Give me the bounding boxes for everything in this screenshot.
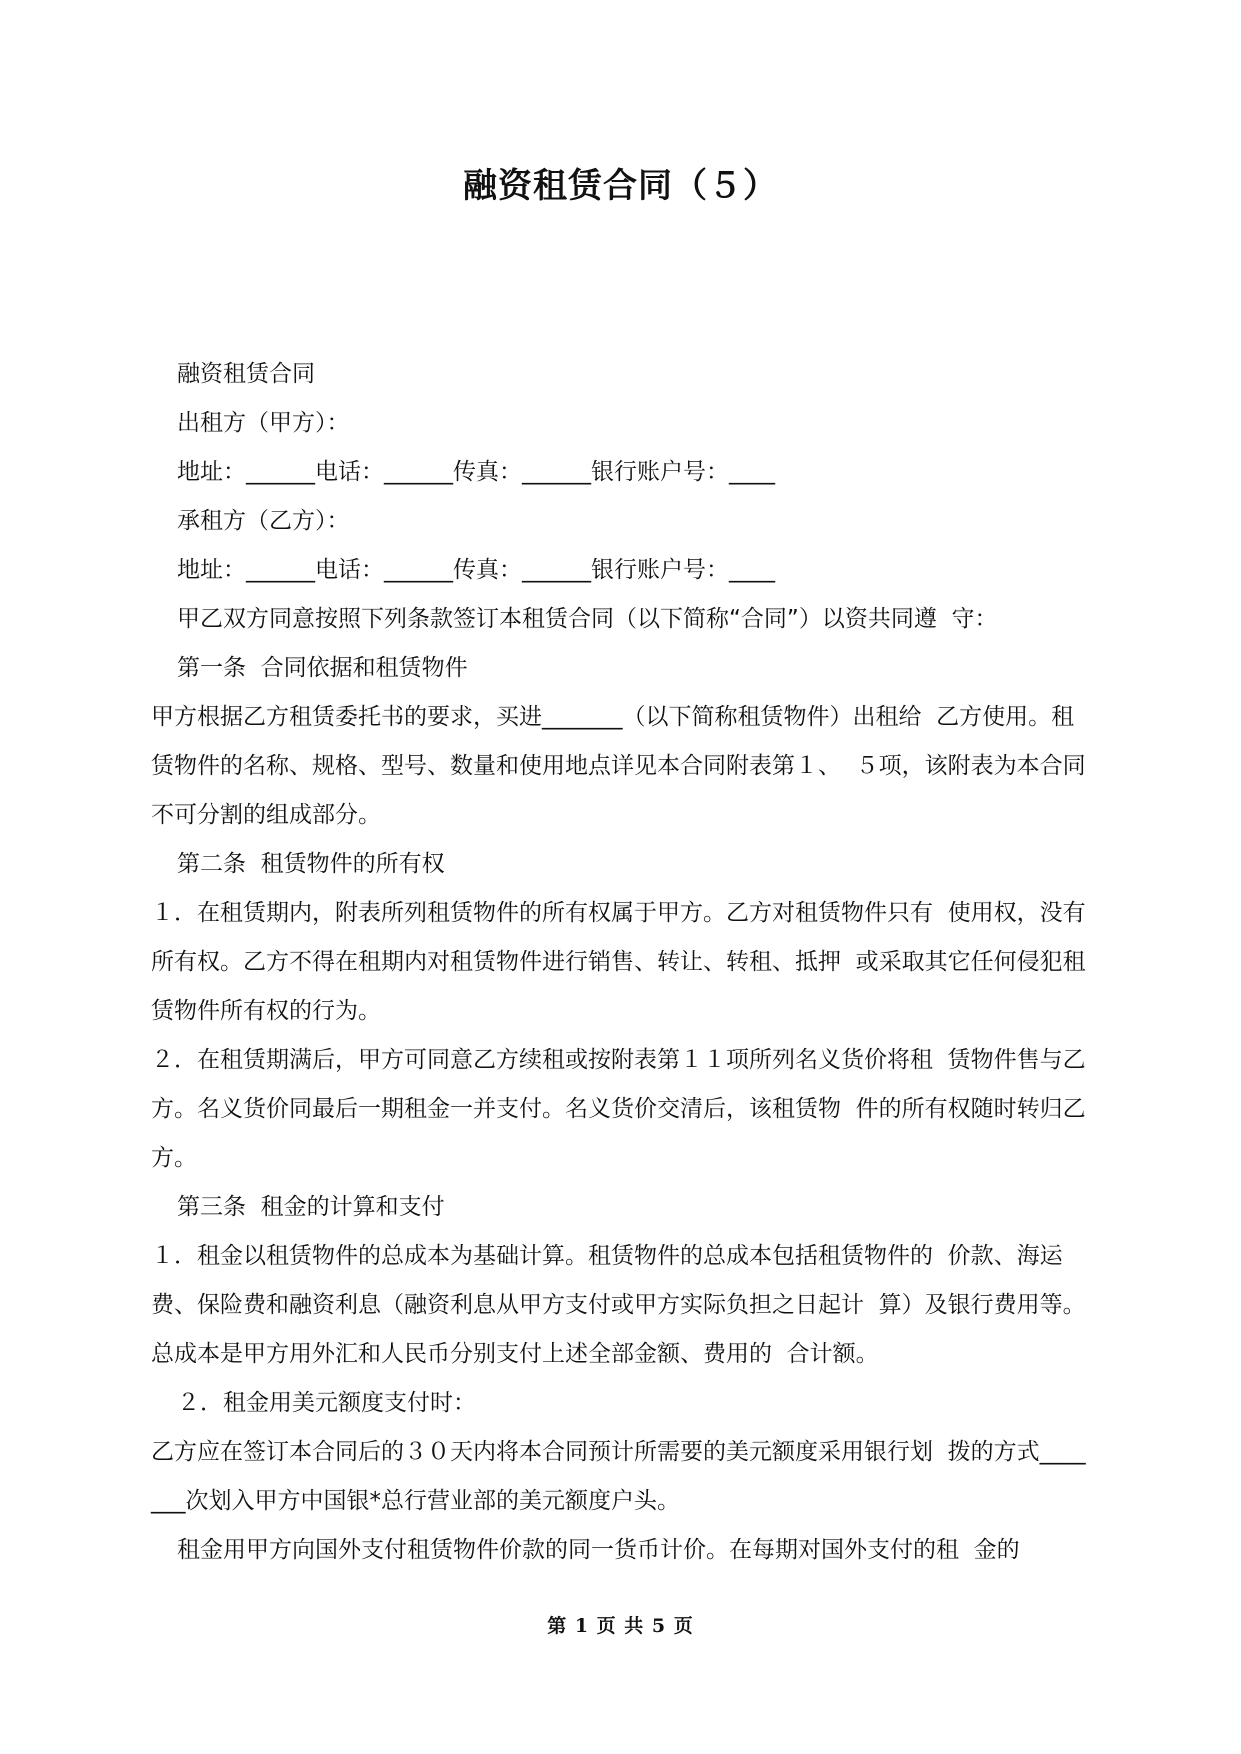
paragraph-lessee-details: 地址：______电话：______传真：______银行账户号：____ bbox=[177, 557, 775, 583]
article-3-clause-1: １．租金以租赁物件的总成本为基础计算。租赁物件的总成本包括租赁物件的 价款、海运费、保险费和融资利息（融资利息从甲方支付或甲方实际负担之日起计 算）及银行费用等。总成本是甲方用外汇和人民币分别支付上述全部金额、费用的 合计额。 bbox=[151, 1243, 1086, 1367]
article-2-heading: 第二条 租赁物件的所有权 bbox=[177, 851, 445, 877]
paragraph-agreement-intro: 甲乙双方同意按照下列条款签订本租赁合同（以下简称“合同”）以资共同遵 守： bbox=[177, 606, 998, 632]
article-1-heading: 第一条 合同依据和租赁物件 bbox=[177, 655, 468, 681]
article-3-clause-2-pricing: 租金用甲方向国外支付租赁物件价款的同一货币计价。在每期对国外支付的租 金的 bbox=[177, 1537, 1020, 1563]
paragraph-lessor-heading: 出租方（甲方）： bbox=[177, 410, 350, 436]
paragraph-contract-name: 融资租赁合同 bbox=[177, 361, 315, 387]
paragraph-lessee-heading: 承租方（乙方）： bbox=[177, 508, 350, 534]
article-2-clause-1: １．在租赁期内，附表所列租赁物件的所有权属于甲方。乙方对租赁物件只有 使用权，没有所有权。乙方不得在租期内对租赁物件进行销售、转让、转租、抵押 或采取其它任何侵犯租赁物件所有权的行为。 bbox=[151, 900, 1086, 1024]
article-2-clause-2: ２．在租赁期满后，甲方可同意乙方续租或按附表第１１项所列名义货价将租 赁物件售与乙方。名义货价同最后一期租金一并支付。名义货价交清后，该租赁物 件的所有权随时转归乙方。 bbox=[151, 1047, 1086, 1171]
article-3-heading: 第三条 租金的计算和支付 bbox=[177, 1194, 445, 1220]
article-3-clause-2: ２．租金用美元额度支付时： bbox=[177, 1390, 476, 1416]
contract-body bbox=[151, 350, 1095, 1575]
paragraph-lessor-details: 地址：______电话：______传真：______银行账户号：____ bbox=[177, 459, 775, 485]
article-1-text: 甲方根据乙方租赁委托书的要求，买进_______（以下简称租赁物件）出租给 乙方使用。租赁物件的名称、规格、型号、数量和使用地点详见本合同附表第１、 ５项，该附表为本合同不可分割的组成部分。 bbox=[151, 704, 1086, 828]
document-title: 融资租赁合同（５） bbox=[463, 166, 778, 206]
article-3-clause-2-text: 乙方应在签订本合同后的３０天内将本合同预计所需要的美元额度采用银行划 拨的方式_______次划入甲方中国银*总行营业部的美元额度户头。 bbox=[151, 1439, 1086, 1514]
page-footer: 第 1 页 共 5 页 bbox=[547, 1615, 694, 1637]
